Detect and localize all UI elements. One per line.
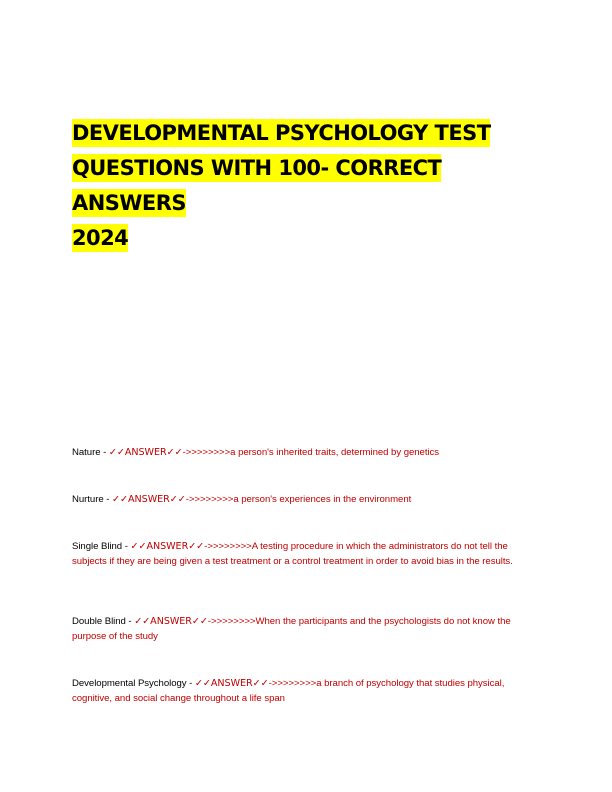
title-line-3: 2024 bbox=[72, 226, 129, 250]
qa-term: Single Blind bbox=[72, 541, 123, 552]
answer-arrow: ->>>>>>>> bbox=[185, 494, 234, 505]
qa-separator: - bbox=[122, 541, 131, 552]
document-title bbox=[72, 116, 542, 256]
title-line-1: DEVELOPMENTAL PSYCHOLOGY TEST bbox=[72, 121, 491, 145]
qa-definition: A testing procedure in which the administrators do not tell the subjects if they are being given a test treatment or a control treatment in order to avoid bias in the results. bbox=[72, 541, 513, 567]
answer-tag: ✓✓ANSWER✓✓ bbox=[130, 541, 205, 552]
qa-item-nurture bbox=[72, 493, 540, 508]
answer-tag: ✓✓ANSWER✓✓ bbox=[134, 616, 208, 627]
title-line-2: QUESTIONS WITH 100- CORRECT ANSWERS bbox=[72, 156, 442, 215]
answer-tag: ✓✓ANSWER✓✓ bbox=[194, 678, 269, 689]
qa-definition: a person's experiences in the environment bbox=[233, 494, 412, 505]
qa-definition: a person's inherited traits, determined by genetics bbox=[230, 447, 440, 458]
answer-arrow: ->>>>>>>> bbox=[204, 541, 252, 552]
qa-item-single-blind bbox=[72, 540, 540, 569]
qa-term: Developmental Psychology bbox=[72, 678, 187, 689]
qa-definition: When the participants and the psychologists do not know the purpose of the study bbox=[72, 616, 511, 642]
qa-separator: - bbox=[125, 616, 135, 627]
answer-arrow: ->>>>>>>> bbox=[268, 678, 317, 689]
answer-tag: ✓✓ANSWER✓✓ bbox=[108, 447, 183, 458]
qa-term: Nurture bbox=[72, 494, 104, 505]
answer-arrow: ->>>>>>>> bbox=[207, 616, 256, 627]
qa-term: Nature bbox=[72, 447, 101, 458]
qa-separator: - bbox=[103, 494, 113, 505]
qa-item-double-blind bbox=[72, 615, 540, 644]
answer-tag: ✓✓ANSWER✓✓ bbox=[112, 494, 186, 505]
qa-term: Double Blind bbox=[72, 616, 126, 627]
answer-arrow: ->>>>>>>> bbox=[182, 447, 231, 458]
qa-definition: a branch of psychology that studies physical, cognitive, and social change throughout a life span bbox=[72, 678, 505, 704]
qa-separator: - bbox=[100, 447, 109, 458]
qa-item-developmental-psychology bbox=[72, 677, 540, 706]
qa-separator: - bbox=[186, 678, 195, 689]
qa-item-nature bbox=[72, 446, 540, 461]
